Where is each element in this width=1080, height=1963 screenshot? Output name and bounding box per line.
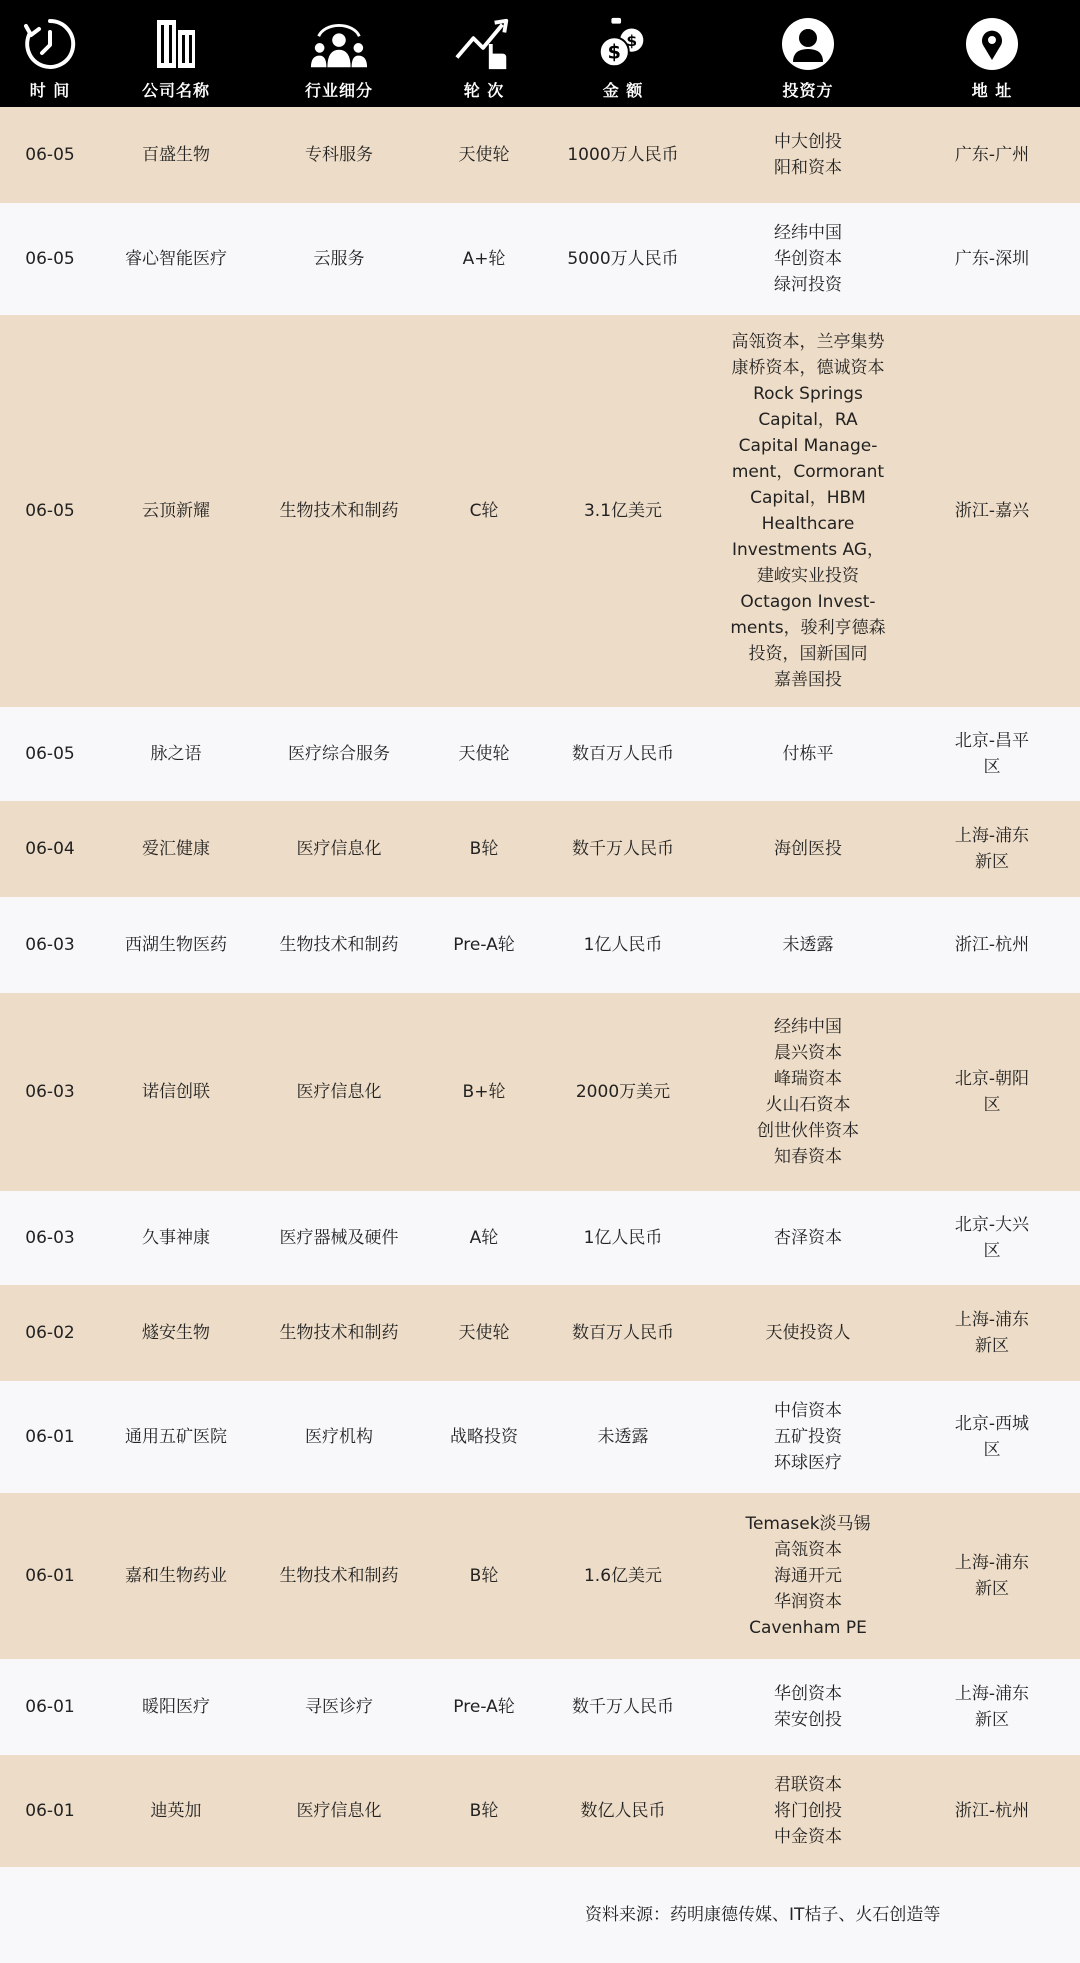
header-col-round [454,0,514,107]
table-row [0,315,1080,707]
date-cell: 06-01 [25,1427,75,1447]
date-cell: 06-05 [25,501,75,521]
investor-line: 华创资本 [774,1684,842,1704]
industry-cell: 专科服务 [305,145,373,165]
table-body [0,107,1080,1867]
location-cell: 广东-广州 [954,145,1030,165]
table-row [0,203,1080,315]
date-cell: 06-05 [25,744,75,764]
location-cell: 北京-大兴区 [954,1215,1030,1261]
table-row [0,1191,1080,1285]
industry-cell: 医疗信息化 [296,1082,382,1102]
date-cell: 06-04 [25,839,75,859]
investors-cell [713,1493,903,1659]
rising-chart-hand-icon [454,14,514,74]
investor-line: Healthcare [761,514,855,534]
header-label: 金 额 [602,81,644,100]
investor-line: Temasek淡马锡 [745,1514,871,1534]
amount-cell: 数百万人民币 [572,744,674,764]
investors-cell [713,801,903,897]
header-col-industry [305,0,373,107]
investors-cell [713,1191,903,1285]
table-row [0,993,1080,1191]
amount-cell: 数千万人民币 [572,1697,674,1717]
investors-cell [713,1659,903,1755]
company-cell: 爱汇健康 [142,839,210,859]
investors-cell [713,707,903,801]
round-cell: A轮 [469,1228,499,1248]
investor-line: 海通开元 [774,1566,842,1586]
investor-line: 经纬中国 [774,1017,842,1037]
industry-cell: 生物技术和制药 [279,1323,399,1343]
location-cell: 北京-昌平区 [954,731,1030,777]
company-cell: 脉之语 [150,744,202,764]
investor-line: 经纬中国 [774,223,842,243]
investor-line: Capital，RA [758,410,858,430]
investor-line: 环球医疗 [774,1453,842,1473]
industry-cell: 医疗信息化 [296,839,382,859]
industry-cell: 生物技术和制药 [279,935,399,955]
table-row [0,1493,1080,1659]
investor-line: Octagon Invest- [740,592,876,612]
investor-line: ments，骏利亨德森 [730,618,886,638]
svg-text:$: $ [607,40,622,64]
header-label: 投资方 [782,81,834,100]
date-cell: 06-05 [25,145,75,165]
company-cell: 通用五矿医院 [125,1427,227,1447]
investor-line: Capital Manage- [738,436,878,456]
investor-line: ment，Cormorant [731,462,885,482]
investor-line: 君联资本 [774,1775,842,1795]
date-cell: 06-03 [25,1082,75,1102]
investors-cell [713,897,903,993]
round-cell: B轮 [469,839,499,859]
investors-cell [713,1381,903,1493]
coins-icon [593,14,653,74]
header-col-investors [778,0,838,107]
table-row [0,1285,1080,1381]
investor-line: Cavenham PE [749,1618,867,1638]
location-pin-icon [962,14,1022,74]
location-cell: 上海-浦东新区 [954,1684,1030,1730]
date-cell: 06-03 [25,1228,75,1248]
investor-line: 五矿投资 [774,1427,842,1447]
industry-cell: 医疗信息化 [296,1801,382,1821]
investors-cell [713,993,903,1191]
date-cell: 06-01 [25,1697,75,1717]
industry-cell: 医疗综合服务 [288,744,390,764]
round-cell: 天使轮 [458,145,510,165]
round-cell: B轮 [469,1801,499,1821]
company-cell: 睿心智能医疗 [125,249,227,269]
company-cell: 云顶新耀 [142,501,210,521]
industry-cell: 医疗机构 [305,1427,373,1447]
round-cell: B+轮 [462,1082,506,1102]
investor-line: 高瓴资本，兰亭集势 [731,332,885,352]
round-cell: B轮 [469,1566,499,1586]
amount-cell: 3.1亿美元 [583,501,663,521]
amount-cell: 数百万人民币 [572,1323,674,1343]
investor-line: 荣安创投 [774,1710,842,1730]
investor-line: 中信资本 [774,1401,842,1421]
date-cell: 06-03 [25,935,75,955]
investor-line: 嘉善国投 [774,670,842,690]
person-icon [778,14,838,74]
source-note: 资料来源：药明康德传媒、IT桔子、火石创造等 [585,1905,941,1925]
location-cell: 广东-深圳 [954,249,1030,269]
location-cell: 上海-浦东新区 [954,1310,1030,1356]
investor-line: 中大创投 [774,132,842,152]
investor-line: 海创医投 [774,839,842,859]
company-cell: 诺信创联 [142,1082,210,1102]
company-cell: 久事神康 [142,1228,210,1248]
investor-line: 绿河投资 [774,275,842,295]
company-cell: 暖阳医疗 [142,1697,210,1717]
investor-line: 高瓴资本 [774,1540,842,1560]
group-icon [309,14,369,74]
investor-line: 建峖实业投资 [757,566,859,586]
investor-line: 投资，国新国同 [748,644,868,664]
table-row [0,107,1080,203]
investor-line: Capital，HBM [750,488,866,508]
table-row [0,1381,1080,1493]
clock-icon [20,14,80,74]
date-cell: 06-02 [25,1323,75,1343]
table-row [0,1755,1080,1867]
header-col-date [20,0,80,107]
date-cell: 06-05 [25,249,75,269]
investor-line: 天使投资人 [765,1323,851,1343]
table-header [0,0,1080,107]
location-cell: 北京-西城区 [954,1414,1030,1460]
round-cell: 战略投资 [450,1427,518,1447]
table-row [0,801,1080,897]
header-label: 行业细分 [304,81,374,100]
amount-cell: 1000万人民币 [567,145,679,165]
location-cell: 浙江-杭州 [954,1801,1030,1821]
investor-line: 未透露 [782,935,834,955]
header-col-company [142,0,210,107]
location-cell: 上海-浦东新区 [954,826,1030,872]
amount-cell: 2000万美元 [575,1082,671,1102]
amount-cell: 数亿人民币 [580,1801,666,1821]
amount-cell: 1亿人民币 [583,1228,663,1248]
location-cell: 浙江-杭州 [954,935,1030,955]
amount-cell: 未透露 [597,1427,649,1447]
building-icon [146,14,206,74]
company-cell: 迪英加 [150,1801,202,1821]
investors-cell [713,1285,903,1381]
company-cell: 燧安生物 [142,1323,210,1343]
investor-line: 峰瑞资本 [774,1069,842,1089]
header-label: 公司名称 [141,81,211,100]
footer [0,1868,1080,1963]
industry-cell: 生物技术和制药 [279,1566,399,1586]
company-cell: 西湖生物医药 [125,935,227,955]
investor-line: 晨兴资本 [774,1043,842,1063]
investors-cell [713,315,903,707]
investors-cell [713,1755,903,1867]
investor-line: 阳和资本 [774,158,842,178]
industry-cell: 云服务 [313,249,365,269]
round-cell: Pre-A轮 [453,935,515,955]
table-row [0,707,1080,801]
table-row [0,897,1080,993]
header-label: 轮 次 [463,81,505,100]
company-cell: 百盛生物 [142,145,210,165]
investor-line: 华润资本 [774,1592,842,1612]
investor-line: 杏泽资本 [774,1228,842,1248]
investor-line: 创世伙伴资本 [757,1121,859,1141]
investor-line: 康桥资本，德诚资本 [731,358,885,378]
investors-cell [713,203,903,315]
header-col-location [962,0,1022,107]
location-cell: 北京-朝阳区 [954,1069,1030,1115]
header-col-amount [593,0,653,107]
svg-text:$: $ [626,31,638,50]
industry-cell: 医疗器械及硬件 [279,1228,399,1248]
industry-cell: 寻医诊疗 [305,1697,373,1717]
amount-cell: 1.6亿美元 [583,1566,663,1586]
amount-cell: 数千万人民币 [572,839,674,859]
header-label: 时 间 [29,81,71,100]
location-cell: 上海-浦东新区 [954,1553,1030,1599]
investor-line: 中金资本 [774,1827,842,1847]
round-cell: C轮 [469,501,499,521]
investor-line: 知春资本 [774,1147,842,1167]
investor-line: 火山石资本 [765,1095,851,1115]
amount-cell: 1亿人民币 [583,935,663,955]
round-cell: Pre-A轮 [453,1697,515,1717]
header-label: 地 址 [971,81,1013,100]
date-cell: 06-01 [25,1566,75,1586]
investor-line: Rock Springs [753,384,863,404]
location-cell: 浙江-嘉兴 [954,501,1030,521]
investor-line: 付栋平 [782,744,834,764]
company-cell: 嘉和生物药业 [125,1566,227,1586]
investor-line: 将门创投 [774,1801,842,1821]
investors-cell [713,107,903,203]
date-cell: 06-01 [25,1801,75,1821]
round-cell: 天使轮 [458,744,510,764]
round-cell: 天使轮 [458,1323,510,1343]
table-row [0,1659,1080,1755]
industry-cell: 生物技术和制药 [279,501,399,521]
investor-line: 华创资本 [774,249,842,269]
round-cell: A+轮 [462,249,506,269]
investor-line: Investments AG， [731,540,885,560]
amount-cell: 5000万人民币 [567,249,679,269]
